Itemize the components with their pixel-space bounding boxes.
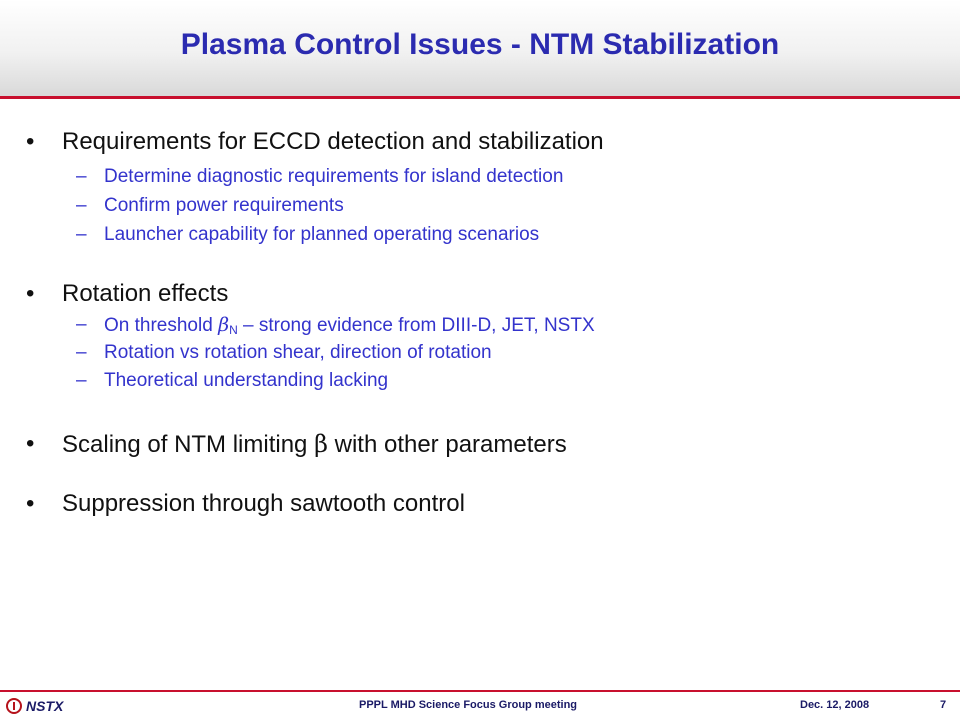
bullet-sawtooth: • Suppression through sawtooth control [62, 490, 465, 518]
footer-meeting: PPPL MHD Science Focus Group meeting [359, 699, 578, 711]
sub-bullet-text: Confirm power requirements [104, 195, 344, 216]
sub-bullet-text-post: – strong evidence from DIII-D, JET, NSTX [237, 315, 595, 336]
slide-title: Plasma Control Issues - NTM Stabilization [180, 28, 780, 61]
bullet-text-pre: Scaling of NTM limiting [62, 431, 315, 458]
dash-marker: – [76, 224, 87, 245]
sub-bullet-power [76, 195, 344, 217]
bullet-scaling [62, 430, 567, 459]
dash-marker: – [76, 195, 87, 216]
nstx-logo-icon [6, 698, 22, 714]
page-number: 7 [940, 699, 947, 711]
sub-bullet-threshold [76, 314, 595, 337]
sub-bullet-diagnostic [76, 166, 564, 188]
sub-bullet-shear [76, 342, 492, 364]
sub-bullet-launcher [76, 224, 540, 246]
sub-bullet-text-pre: On threshold [104, 315, 219, 336]
sub-bullet-text: Launcher capability for planned operating scenarios [104, 224, 540, 245]
bullet-eccd: • Requirements for ECCD detection and stabilization [62, 128, 604, 156]
bullet-text-post: with other parameters [327, 431, 567, 458]
beta-symbol: β [314, 430, 328, 458]
bullet-rotation: • Rotation effects [62, 280, 228, 308]
sub-bullet-theory [76, 370, 389, 392]
dash-marker: – [76, 342, 87, 363]
footer-date: Dec. 12, 2008 [800, 699, 870, 711]
footer-divider [0, 690, 960, 692]
beta-symbol: β [218, 314, 230, 336]
sub-bullet-text: Theoretical understanding lacking [104, 370, 389, 391]
logo-text: NSTX [26, 698, 64, 714]
dash-marker: – [76, 314, 87, 335]
nstx-logo [6, 698, 63, 714]
sub-bullet-text: Rotation vs rotation shear, direction of rotation [104, 342, 492, 363]
beta-subscript: N [229, 323, 238, 337]
dash-marker: – [76, 370, 87, 391]
dash-marker: – [76, 166, 87, 187]
sub-bullet-text: Determine diagnostic requirements for island detection [104, 166, 564, 187]
